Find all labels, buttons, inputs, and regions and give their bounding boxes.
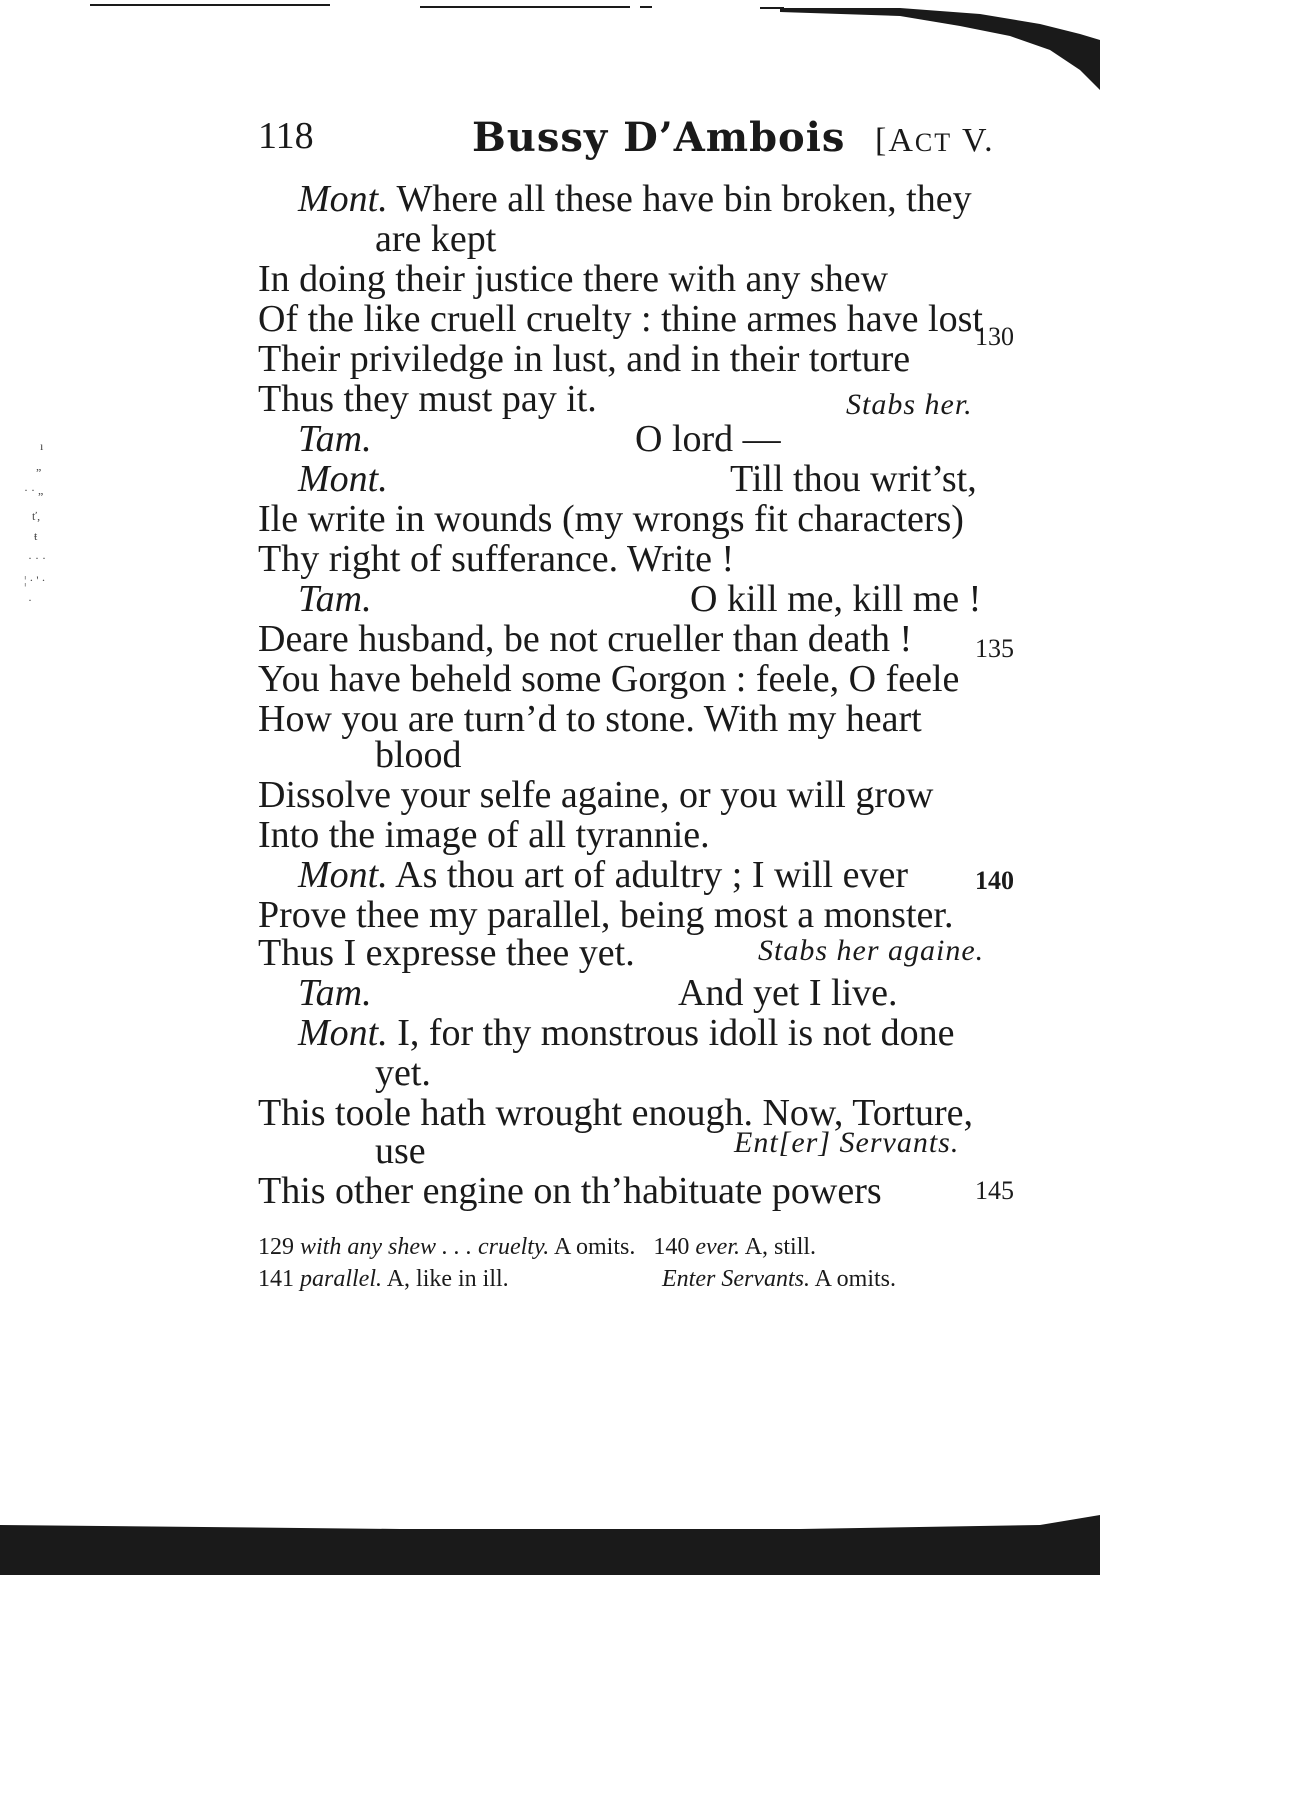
verse-line: Ile write in wounds (my wrongs fit characters): [258, 498, 964, 540]
verse-line: This toole hath wrought enough. Now, Torture,: [258, 1092, 974, 1134]
verse-line: Thus they must pay it.: [258, 378, 597, 420]
stage-direction: [734, 1126, 959, 1160]
top-rule-dash: [640, 6, 652, 8]
note-reading: A, like in ill.: [386, 1266, 509, 1292]
textual-note: [258, 1230, 816, 1264]
note-reading: A omits.: [554, 1234, 636, 1260]
note-line-number: 129: [258, 1234, 294, 1260]
act-label-small: CT: [914, 128, 953, 157]
margin-mark: ŧ: [34, 529, 38, 543]
margin-mark: · · ·: [28, 551, 46, 565]
verse-line: How you are turn’d to stone. With my heart: [258, 698, 922, 740]
note-lemma: with any shew . . . cruelty.: [300, 1234, 550, 1260]
margin-mark: ı: [40, 439, 44, 453]
verse-line: O kill me, kill me !: [690, 578, 982, 620]
stage-direction-part: Ent: [734, 1126, 779, 1159]
speaker-name: Tam.: [298, 972, 372, 1014]
line-number: 130: [975, 322, 1014, 351]
verse-line: Dissolve your selfe againe, or you will grow: [258, 774, 934, 816]
verse-text: I, for thy monstrous idoll is not done: [387, 1012, 955, 1054]
stage-direction: Stabs her.: [846, 388, 973, 421]
margin-mark: · · „: [24, 483, 44, 497]
verse-line: Of the like cruell cruelty : thine armes have lost: [258, 298, 983, 340]
verse-line: Deare husband, be not crueller than death !: [258, 618, 913, 660]
verse-line: blood: [375, 734, 462, 776]
verse-line: Thus I expresse thee yet.: [258, 932, 635, 974]
top-right-shadow: [780, 0, 1100, 90]
speaker-name: Mont.: [298, 458, 388, 500]
verse-line: Thy right of sufferance. Write !: [258, 538, 735, 580]
verse-text: Where all these have bin broken, they: [387, 178, 972, 220]
stage-direction-part: Servants.: [831, 1126, 960, 1159]
line-number: 145: [975, 1176, 1014, 1205]
verse-line: use: [375, 1130, 426, 1172]
act-label-open: [A: [875, 122, 915, 159]
note-line-number: 141: [258, 1266, 294, 1292]
verse-line: O lord —: [635, 418, 781, 460]
verse-line: And yet I live.: [678, 972, 898, 1014]
speaker-name: Tam.: [298, 418, 372, 460]
verse-line: Their priviledge in lust, and in their torture: [258, 338, 911, 380]
verse-line: In doing their justice there with any shew: [258, 258, 889, 300]
margin-mark: ť,: [32, 509, 41, 523]
note-reading: A omits.: [814, 1266, 897, 1292]
top-rule-left: [90, 4, 330, 6]
speaker-name: Mont.: [298, 1012, 388, 1054]
note-line-number: 140: [653, 1234, 690, 1260]
note-lemma: ever.: [695, 1234, 740, 1260]
stage-direction-bracket: [er]: [778, 1126, 832, 1159]
note-lemma: parallel.: [300, 1266, 382, 1292]
speaker-name: Tam.: [298, 578, 372, 620]
margin-mark: ¦ · ' ·: [24, 573, 46, 587]
act-label: [875, 122, 995, 160]
verse-line: yet.: [375, 1052, 431, 1094]
margin-marks: [24, 438, 46, 608]
verse-line: Prove thee my parallel, being most a monster.: [258, 894, 954, 936]
verse-text: As thou art of adultry ; I will ever: [387, 854, 908, 896]
textual-note: [258, 1262, 509, 1296]
verse-line: This other engine on th’habituate powers: [258, 1170, 882, 1212]
act-label-close: V.: [952, 122, 995, 159]
line-number: 140: [975, 866, 1014, 895]
textual-note: [662, 1262, 896, 1296]
speaker-name: Mont.: [298, 854, 388, 896]
note-lemma: Enter Servants.: [662, 1266, 810, 1292]
margin-mark: ·: [28, 593, 32, 607]
stage-direction: Stabs her againe.: [758, 934, 985, 967]
speaker-name: Mont.: [298, 178, 388, 220]
bottom-edge-shadow: [0, 1495, 1289, 1575]
page-number: 118: [258, 115, 314, 157]
top-rule-mid: [420, 6, 630, 8]
note-reading: A, still.: [744, 1234, 817, 1260]
running-title: Bussy D’Ambois: [472, 114, 846, 161]
verse-line: Till thou writ’st,: [730, 458, 977, 500]
verse-line: You have beheld some Gorgon : feele, O feele: [258, 658, 960, 700]
line-number: 135: [975, 634, 1014, 663]
verse-line: are kept: [375, 218, 497, 260]
verse-line: Into the image of all tyrannie.: [258, 814, 710, 856]
margin-mark: „: [36, 459, 42, 473]
